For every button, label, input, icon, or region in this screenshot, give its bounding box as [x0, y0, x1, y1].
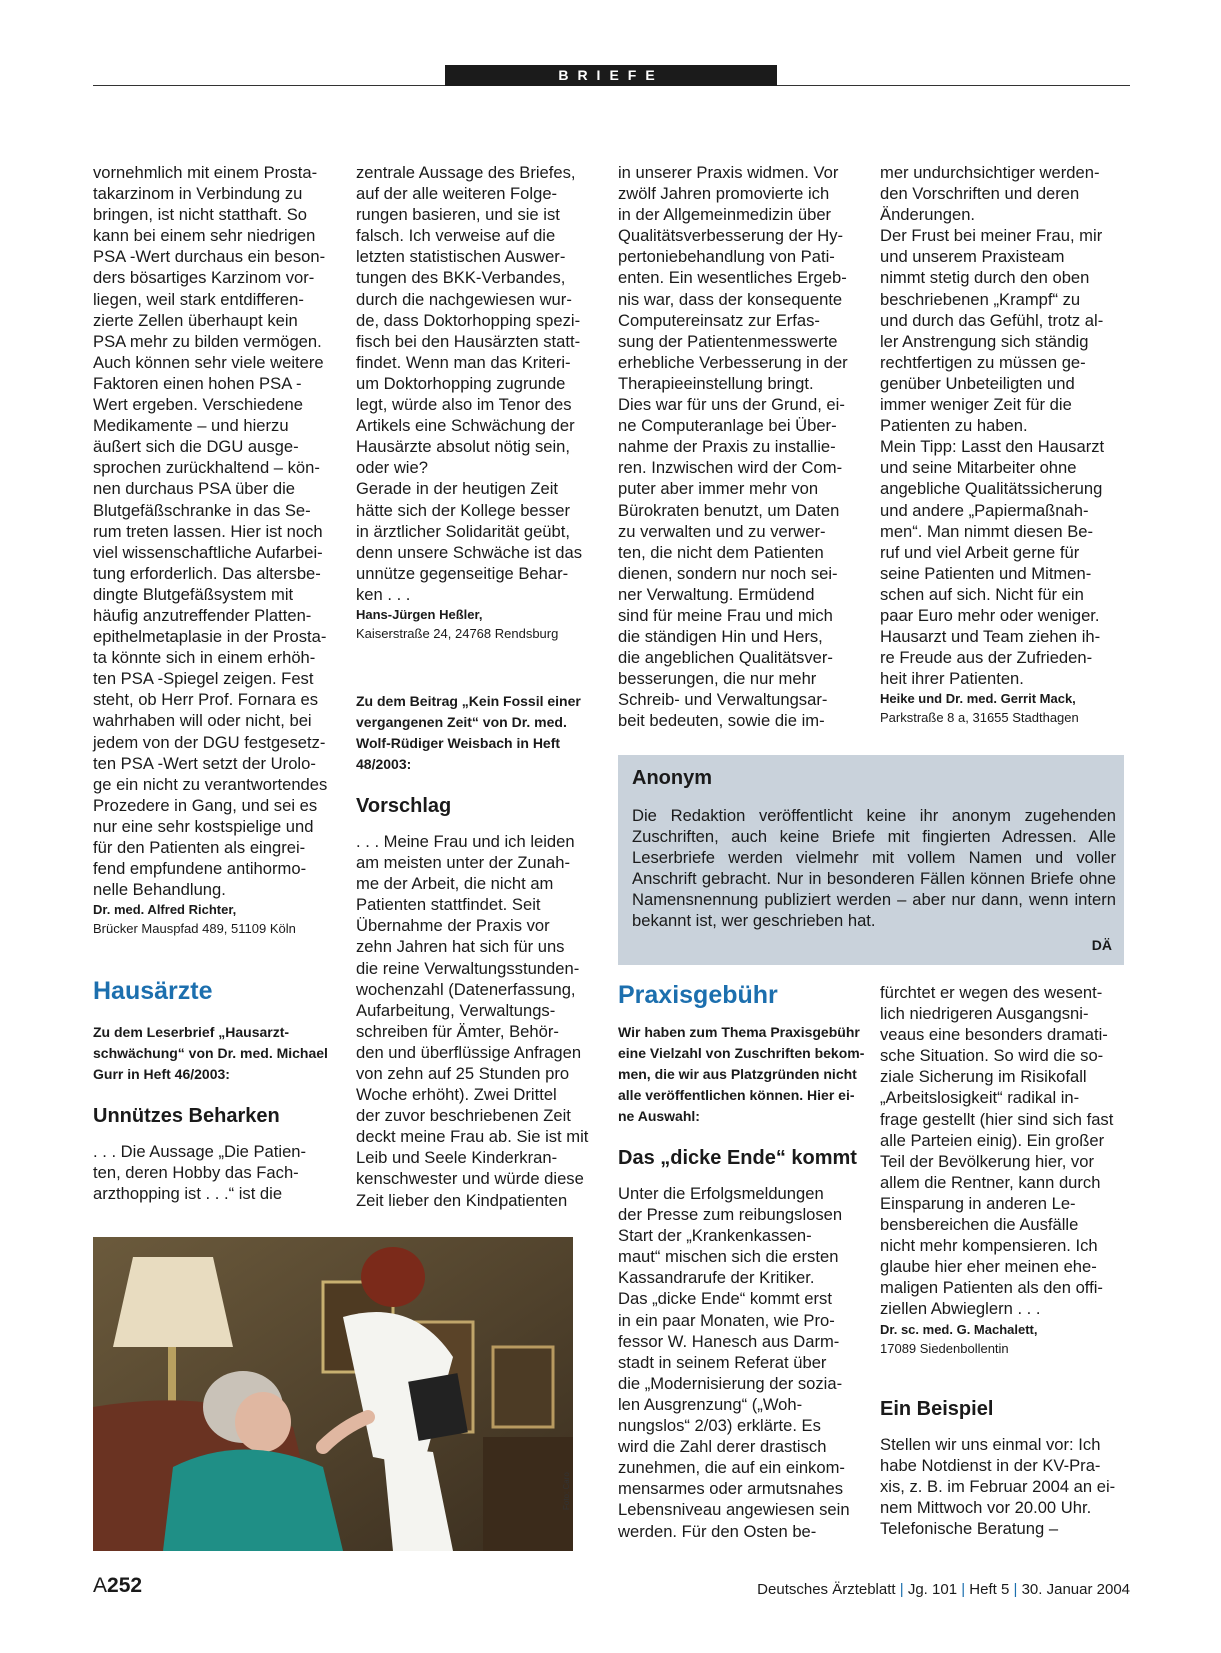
text-line: nicht mehr kompensieren. Ich	[880, 1236, 1098, 1256]
text-line: arzthopping ist . . .“ ist die	[93, 1184, 283, 1204]
section-title: Hausärzte	[93, 977, 213, 1006]
text-line: von zehn auf 25 Stunden pro	[356, 1064, 570, 1083]
text-line: bringen, ist nicht statthaft. So	[93, 205, 307, 225]
text-line: lich niedrigeren Ausgangsni-	[880, 1004, 1089, 1024]
photo-nurse-and-patient	[93, 1237, 573, 1551]
text-line: schwächung“ von Dr. med. Michael	[93, 1045, 328, 1062]
text-line: in unserer Praxis widmen. Vor	[618, 163, 839, 182]
text-line: Blutgefäßschranke in das Se-	[93, 500, 311, 520]
text-line: fisch bei den Hausärzten statt-	[356, 331, 581, 351]
text-line: Kassandrarufe der Kritiker.	[618, 1268, 815, 1288]
letter-headline: Vorschlag	[356, 794, 452, 817]
text-line: sche Situation. So wird die so-	[880, 1046, 1104, 1066]
text-line: Das „dicke Ende“ kommt erst	[618, 1289, 832, 1309]
text-line: alle veröffentlichen können. Hier ei-	[618, 1087, 855, 1103]
text-line: Patienten zu haben.	[880, 416, 1028, 436]
text-line: PSA -Wert durchaus ein beson-	[93, 247, 326, 267]
text-line: der zuvor beschriebenen Zeit	[356, 1106, 571, 1126]
text-line: xis, z. B. im Februar 2004 an ei-	[880, 1476, 1116, 1496]
text-line: denn unsere Schwäche ist das	[356, 542, 583, 562]
body-text	[93, 162, 343, 900]
text-line: nur eine sehr kostspielige und	[93, 816, 314, 836]
text-line: Woche erhöht). Zwei Drittel	[356, 1085, 557, 1105]
body-text	[356, 831, 606, 1211]
text-line: und unserem Praxisteam	[880, 247, 1065, 267]
footer-source: Deutsches Ärzteblatt | Jg. 101 | Heft 5 | 30. Januar 2004	[757, 1581, 1130, 1598]
text-line: Zu dem Beitrag „Kein Fossil einer	[356, 692, 581, 709]
text-line: in der Allgemeinmedizin über	[618, 205, 832, 225]
text-line: beit bedeuten, sowie die im-	[618, 711, 825, 731]
text-line: dienen, sondern nur noch sei-	[618, 563, 838, 583]
text-line: Auch können sehr viele weitere	[93, 352, 324, 372]
text-line: ziellen Abwieglern . . .	[880, 1299, 1041, 1319]
text-line: maligen Patienten als den offi-	[880, 1278, 1103, 1298]
text-line: die „Modernisierung der sozia-	[618, 1373, 843, 1393]
text-line: epithelmetaplasie in der Prosta-	[93, 627, 327, 647]
text-line: ten, die nicht dem Patienten	[618, 542, 824, 562]
text-line: Start der „Krankenkassen-	[618, 1226, 812, 1246]
text-line: Lebensniveau angewiesen sein	[618, 1500, 850, 1520]
text-line: Änderungen.	[880, 205, 976, 225]
text-line: . . . Meine Frau und ich leiden	[356, 831, 575, 851]
text-line: rum treten lassen. Hier ist noch	[93, 521, 323, 541]
text-line: habe Notdienst in der KV-Pra-	[880, 1455, 1101, 1475]
text-line: heit ihrer Patienten.	[880, 669, 1024, 689]
author-signature: Heike und Dr. med. Gerrit Mack,	[880, 691, 1076, 707]
text-line: genüber Unbeteiligten und	[880, 373, 1075, 393]
text-line: Dies war für uns der Grund, ei-	[618, 395, 845, 415]
text-line: werden. Für den Osten be-	[618, 1521, 817, 1541]
author-signature: Dr. med. Alfred Richter,	[93, 902, 237, 918]
text-line: nis war, dass der konsequente	[618, 289, 843, 309]
text-line: nem Mittwoch vor 20.00 Uhr.	[880, 1497, 1092, 1517]
text-line: enten. Ein wesentliches Ergeb-	[618, 268, 847, 288]
text-line: Computereinsatz zur Erfas-	[618, 310, 820, 330]
text-line: re Freude aus der Zufrieden-	[880, 648, 1093, 668]
text-line: immer weniger Zeit für die	[880, 395, 1072, 415]
column-2	[356, 162, 606, 1211]
text-line: ziale Sicherung im Risikofall	[880, 1067, 1087, 1087]
box-title: Anonym	[632, 767, 712, 789]
text-line: Aufarbeitung, Verwaltungs-	[356, 1000, 556, 1020]
text-line: nimmt stetig durch den oben	[880, 268, 1090, 288]
text-line: schreiben für Ämter, Behör-	[356, 1021, 559, 1041]
photo-credit: Foto: Caro	[562, 1472, 571, 1510]
text-line: de, dass Doktorhopping spezi-	[356, 310, 581, 330]
page-number: A252	[93, 1574, 143, 1597]
text-line: ten, deren Hobby das Fach-	[93, 1163, 299, 1183]
text-line: „Arbeitslosigkeit“ radikal in-	[880, 1088, 1080, 1108]
text-line: tungen des BKK-Verbandes,	[356, 268, 566, 288]
text-line: . . . Die Aussage „Die Patien-	[93, 1142, 307, 1162]
text-line: Mein Tipp: Lasst den Hausarzt	[880, 437, 1105, 457]
column-4	[880, 162, 1130, 727]
body-text	[618, 1183, 868, 1542]
text-line: viel wissenschaftliche Aufarbei-	[93, 542, 323, 562]
anonym-notice-box	[618, 755, 1124, 965]
text-line: ruf und viel Arbeit gerne für	[880, 542, 1080, 562]
text-line: men“. Man nimmt diesen Be-	[880, 521, 1094, 541]
column-4-lower	[880, 982, 1132, 1539]
text-line: nahme der Praxis zu installie-	[618, 437, 836, 457]
text-line: unnütze gegenseitige Behar-	[356, 563, 569, 583]
body-text	[880, 1434, 1132, 1539]
text-line: steht, ob Herr Prof. Fornara es	[93, 690, 319, 710]
text-line: seine Patienten und Mitmen-	[880, 563, 1092, 583]
text-line: liegen, weil stark entdifferen-	[93, 289, 304, 309]
text-line: die angeblichen Qualitätsver-	[618, 648, 833, 668]
text-line: Medikamente – und hierzu	[93, 416, 289, 436]
text-line: ten PSA -Wert setzt der Urolo-	[93, 753, 316, 773]
text-line: kann bei einem sehr niedrigen	[93, 226, 316, 246]
text-line: fürchtet er wegen des wesent-	[880, 983, 1103, 1002]
text-line: und andere „Papiermaßnah-	[880, 500, 1089, 520]
text-line: alle Parteien einig). Ein großer	[880, 1130, 1105, 1150]
author-address: Parkstraße 8 a, 31655 Stadthagen	[880, 710, 1079, 726]
text-line: ta könnte sich in einem erhöh-	[93, 648, 316, 668]
text-line: zu verwalten und zu verwer-	[618, 521, 826, 541]
text-line: Hausärzte absolut nötig sein,	[356, 437, 571, 457]
text-line: PSA mehr zu bilden vermögen.	[93, 331, 322, 351]
body-text	[93, 1141, 343, 1204]
text-line: ler Anstrengung sich ständig	[880, 331, 1089, 351]
text-line: Zu dem Leserbrief „Hausarzt-	[93, 1024, 290, 1041]
text-line: eine Vielzahl von Zuschriften bekom-	[618, 1045, 865, 1061]
text-line: nungslos“ 2/03) erklärte. Es	[618, 1416, 821, 1436]
text-line: in ein paar Monaten, wie Pro-	[618, 1310, 835, 1330]
text-line: letzten statistischen Auswer-	[356, 247, 566, 267]
letter-headline: Unnützes Beharken	[93, 1105, 280, 1128]
text-line: Der Frust bei meiner Frau, mir	[880, 226, 1103, 246]
text-line: durch die nachgewiesen wur-	[356, 289, 572, 309]
text-line: schen auf sich. Nicht für ein	[880, 584, 1084, 604]
body-text	[356, 162, 606, 605]
text-line: zwölf Jahren promovierte ich	[618, 184, 830, 204]
text-line: ner Verwaltung. Ermüdend	[618, 584, 815, 604]
text-line: Zeit lieber den Kindpatienten	[356, 1190, 568, 1210]
text-line: und durch das Gefühl, trotz al-	[880, 310, 1104, 330]
body-text	[880, 162, 1130, 689]
author-address: Brücker Mauspfad 489, 51109 Köln	[93, 921, 296, 937]
text-line: Schreib- und Verwaltungsar-	[618, 690, 828, 710]
text-line: falsch. Ich verweise auf die	[356, 226, 556, 246]
text-line: kenschwester und würde diese	[356, 1169, 584, 1189]
column-3-lower	[618, 980, 868, 1542]
text-line: Übernahme der Praxis vor	[356, 916, 550, 936]
author-signature: Hans-Jürgen Heßler,	[356, 606, 483, 622]
text-line: jedem von der DGU festgesetz-	[93, 732, 326, 752]
author-signature: Dr. sc. med. G. Machalett,	[880, 1321, 1038, 1337]
text-line: die reine Verwaltungsstunden-	[356, 958, 580, 978]
section-intro	[618, 1022, 868, 1127]
text-line: Teil der Bevölkerung hier, vor	[880, 1151, 1094, 1171]
text-line: vergangenen Zeit“ von Dr. med.	[356, 713, 567, 730]
text-line: für den Patienten als eingrei-	[93, 838, 306, 857]
text-line: 48/2003:	[356, 755, 412, 772]
text-line: Stellen wir uns einmal vor: Ich	[880, 1434, 1101, 1454]
text-line: mer undurchsichtiger werden-	[880, 163, 1100, 182]
text-line: ge ein nicht zu verantwortendes	[93, 774, 328, 794]
text-line: Qualitätsverbesserung der Hy-	[618, 226, 844, 246]
text-line: sung der Patientenmesswerte	[618, 331, 838, 351]
text-line: nelle Behandlung.	[93, 880, 226, 900]
text-line: findet. Wenn man das Kriteri-	[356, 352, 571, 372]
text-line: ne Computeranlage bei Über-	[618, 416, 837, 436]
text-line: frage gestellt (hier sind sich fast	[880, 1109, 1114, 1129]
text-line: legt, würde also im Tenor des	[356, 395, 572, 415]
text-line: glaube hier eher meinen ehe-	[880, 1257, 1097, 1277]
text-line: besserungen, die nur mehr	[618, 669, 817, 689]
author-address: 17089 Siedenbollentin	[880, 1340, 1009, 1356]
text-line: der Presse zum reibungslosen	[618, 1205, 843, 1225]
text-line: deckt meine Frau ab. Sie ist mit	[356, 1127, 589, 1147]
text-line: auf der alle weiteren Folge-	[356, 184, 558, 204]
text-line: Patienten stattfindet. Seit	[356, 895, 541, 915]
text-line: allem die Rentner, kann durch	[880, 1172, 1101, 1192]
text-line: fend empfundene antihormo-	[93, 859, 307, 879]
text-line: nen durchaus PSA über die	[93, 479, 296, 499]
text-line: Faktoren einen hohen PSA -	[93, 373, 302, 393]
text-line: Wolf-Rüdiger Weisbach in Heft	[356, 734, 561, 751]
text-line: ten PSA -Spiegel zeigen. Fest	[93, 669, 314, 689]
text-line: ders bösartiges Karzinom vor-	[93, 268, 315, 288]
text-line: rungen basieren, und sie ist	[356, 205, 560, 225]
body-text	[880, 982, 1132, 1320]
letter-headline: Das „dicke Ende“ kommt	[618, 1147, 857, 1169]
text-line: zunehmen, die auf ein einkom-	[618, 1458, 845, 1478]
text-line: ne Auswahl:	[618, 1108, 700, 1124]
text-line: zehn Jahren hat sich für uns	[356, 937, 565, 957]
text-line: takarzinom in Verbindung zu	[93, 184, 303, 204]
text-line: Hausarzt und Team ziehen ih-	[880, 627, 1101, 647]
text-line: Gerade in der heutigen Zeit	[356, 479, 559, 499]
text-line: Prozedere in Gang, und sei es	[93, 795, 318, 815]
text-line: Gurr in Heft 46/2003:	[93, 1066, 230, 1083]
text-line: Wir haben zum Thema Praxisgebühr	[618, 1024, 860, 1040]
section-header: BRIEFE	[445, 65, 777, 86]
text-line: wahrhaben will oder nicht, bei	[93, 711, 312, 731]
text-line: um Doktorhopping zugrunde	[356, 373, 566, 393]
text-line: äußert sich die DGU ausge-	[93, 437, 299, 457]
text-line: paar Euro mehr oder weniger.	[880, 605, 1100, 625]
text-line: stadt in seinem Referat über	[618, 1352, 827, 1372]
text-line: hätte sich der Kollege besser	[356, 500, 571, 520]
letter-reference	[93, 1022, 343, 1085]
text-line: Leib und Seele Kinderkran-	[356, 1148, 558, 1168]
body-text	[618, 162, 868, 732]
text-line: und seine Mitarbeiter ohne	[880, 458, 1077, 478]
text-line: me der Arbeit, die nicht am	[356, 874, 554, 894]
text-line: rechtfertigen zu müssen ge-	[880, 352, 1086, 372]
text-line: tung erforderlich. Das altersbe-	[93, 563, 321, 583]
box-signature: DÄ	[1091, 937, 1112, 953]
text-line: angebliche Qualitätssicherung	[880, 479, 1103, 499]
column-3	[618, 162, 868, 732]
text-line: den Vorschriften und deren	[880, 184, 1080, 204]
text-line: häufig anzutreffender Platten-	[93, 605, 312, 625]
text-line: Therapieeinstellung bringt.	[618, 373, 814, 393]
text-line: Einsparung in anderen Le-	[880, 1193, 1076, 1213]
text-line: puter aber immer mehr von	[618, 479, 819, 499]
text-line: beschriebenen „Krampf“ zu	[880, 289, 1081, 309]
text-line: Wert ergeben. Verschiedene	[93, 395, 304, 415]
text-line: maut“ mischen sich die ersten	[618, 1247, 839, 1267]
text-line: dingte Blutgefäßsystem mit	[93, 584, 294, 604]
text-line: sind für meine Frau und mich	[618, 605, 833, 625]
text-line: Telefonische Beratung –	[880, 1518, 1059, 1538]
text-line: sprochen zurückhaltend – kön-	[93, 458, 320, 478]
text-line: oder wie?	[356, 458, 428, 478]
text-line: veaus eine besonders dramati-	[880, 1025, 1108, 1045]
text-line: wird die Zahl derer drastisch	[618, 1437, 827, 1457]
text-line: zentrale Aussage des Briefes,	[356, 163, 576, 182]
text-line: die ständigen Hin und Hers,	[618, 627, 823, 647]
text-line: wochenzahl (Datenerfassung,	[356, 979, 576, 999]
text-line: mensarmes oder armutsnahes	[618, 1479, 844, 1499]
section-title: Praxisgebühr	[618, 981, 778, 1009]
text-line: am meisten unter der Zunah-	[356, 853, 570, 873]
text-line: fessor W. Hanesch aus Darm-	[618, 1331, 840, 1351]
text-line: ken . . .	[356, 584, 411, 604]
text-line: len Ausgrenzung“ („Woh-	[618, 1394, 803, 1414]
text-line: ren. Inzwischen wird der Com-	[618, 458, 843, 478]
text-line: vornehmlich mit einem Prosta-	[93, 163, 318, 182]
text-line: men, die wir aus Platzgründen nicht	[618, 1066, 857, 1082]
text-line: bensbereichen die Ausfälle	[880, 1215, 1079, 1235]
text-line: in ärztlicher Solidarität geübt,	[356, 521, 570, 541]
text-line: Artikels eine Schwächung der	[356, 416, 575, 436]
text-line: erhebliche Verbesserung in der	[618, 352, 848, 372]
letter-reference	[356, 691, 606, 775]
box-text: Die Redaktion veröffentlicht keine ihr anonym zugehenden Zuschriften, auch keine Briefe mit fingierten Adressen. Alle Leserbriefe werden vielmehr mit vollem Namen und voller Anschrift gebracht. Nur in besonderen Fällen können Briefe ohne Namensnennung publiziert werden – aber nur dann, wenn intern bekannt ist, wer geschrieben hat.	[632, 806, 1116, 930]
text-line: Bürokraten benutzt, um Daten	[618, 500, 840, 520]
text-line: den und überflüssige Anfragen	[356, 1042, 582, 1062]
column-1	[93, 162, 343, 1205]
letter-headline: Ein Beispiel	[880, 1397, 994, 1420]
author-address: Kaiserstraße 24, 24768 Rendsburg	[356, 625, 559, 641]
text-line: zierte Zellen überhaupt kein	[93, 310, 298, 330]
text-line: Unter die Erfolgsmeldungen	[618, 1184, 824, 1203]
text-line: pertoniebehandlung von Pati-	[618, 247, 835, 267]
